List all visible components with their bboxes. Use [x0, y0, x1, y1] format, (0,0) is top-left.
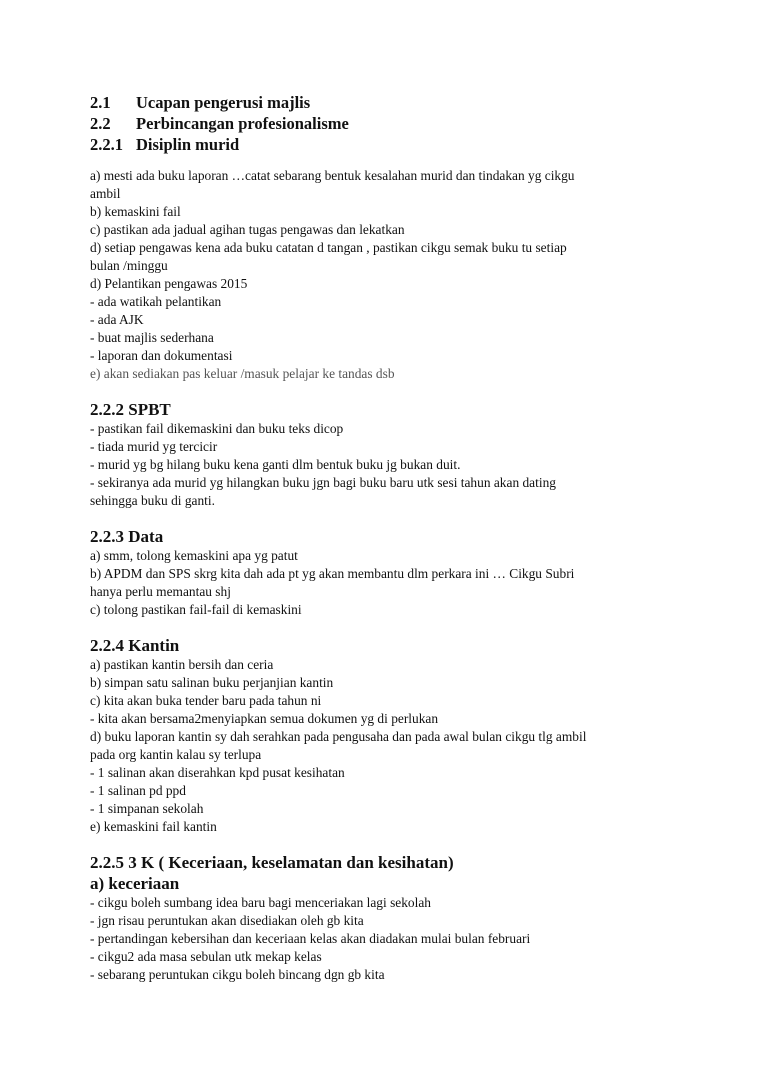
text-line: b) APDM dan SPS skrg kita dah ada pt yg akan membantu dlm perkara ini … Cikgu Subri [90, 566, 575, 581]
heading-number: 2.2.1 [90, 135, 123, 154]
heading-number: 2.2 [90, 114, 111, 133]
text-line: c) kita akan buka tender baru pada tahun ni [90, 693, 322, 708]
heading-spbt: 2.2.2 SPBT [90, 400, 171, 419]
text-line: - sebarang peruntukan cikgu boleh bincang dgn gb kita [90, 967, 385, 982]
text-line: d) Pelantikan pengawas 2015 [90, 276, 248, 291]
kantin-section [90, 656, 690, 836]
text-line: - jgn risau peruntukan akan disediakan oleh gb kita [90, 913, 364, 928]
document-content [90, 92, 690, 984]
data-section [90, 547, 690, 619]
text-line: - cikgu boleh sumbang idea baru bagi menceriakan lagi sekolah [90, 895, 431, 910]
text-line: a) mesti ada buku laporan …catat sebarang bentuk kesalahan murid dan tindakan yg cikgu [90, 168, 575, 183]
text-line: pada org kantin kalau sy terlupa [90, 747, 262, 762]
keceriaan-section [90, 894, 690, 984]
text-line: - murid yg bg hilang buku kena ganti dlm bentuk buku jg bukan duit. [90, 457, 461, 472]
text-line: - 1 salinan pd ppd [90, 783, 186, 798]
text-line: - sekiranya ada murid yg hilangkan buku jgn bagi buku baru utk sesi tahun akan dating [90, 475, 556, 490]
text-line: - pastikan fail dikemaskini dan buku teks dicop [90, 421, 344, 436]
text-line: e) akan sediakan pas keluar /masuk pelajar ke tandas dsb [90, 366, 395, 381]
disiplin-section [90, 167, 690, 383]
heading-2-1 [90, 92, 690, 113]
text-line: - buat majlis sederhana [90, 330, 214, 345]
text-line: - ada watikah pelantikan [90, 294, 222, 309]
text-line: c) tolong pastikan fail-fail di kemaskini [90, 602, 302, 617]
text-line: a) pastikan kantin bersih dan ceria [90, 657, 274, 672]
text-line: - cikgu2 ada masa sebulan utk mekap kelas [90, 949, 322, 964]
heading-3k: 2.2.5 3 K ( Keceriaan, keselamatan dan kesihatan) [90, 853, 454, 872]
text-line: - tiada murid yg tercicir [90, 439, 218, 454]
heading-text: Perbincangan profesionalisme [136, 114, 349, 133]
subheading-keceriaan: a) keceriaan [90, 874, 180, 893]
heading-text: Ucapan pengerusi majlis [136, 93, 311, 112]
text-line: - laporan dan dokumentasi [90, 348, 233, 363]
text-line: d) buku laporan kantin sy dah serahkan pada pengusaha dan pada awal bulan cikgu tlg ambil [90, 729, 587, 744]
text-line: sehingga buku di ganti. [90, 493, 215, 508]
text-line: - ada AJK [90, 312, 144, 327]
text-line: b) kemaskini fail [90, 204, 181, 219]
text-line: hanya perlu memantau shj [90, 584, 231, 599]
text-line: d) setiap pengawas kena ada buku catatan d tangan , pastikan cikgu semak buku tu setiap [90, 240, 567, 255]
heading-2-2 [90, 113, 690, 134]
heading-text: Disiplin murid [136, 135, 240, 154]
text-line: - pertandingan kebersihan dan keceriaan kelas akan diadakan mulai bulan februari [90, 931, 531, 946]
heading-data: 2.2.3 Data [90, 527, 164, 546]
text-line: - kita akan bersama2menyiapkan semua dokumen yg di perlukan [90, 711, 439, 726]
text-line: - 1 simpanan sekolah [90, 801, 204, 816]
text-line: - 1 salinan akan diserahkan kpd pusat kesihatan [90, 765, 345, 780]
text-line: bulan /minggu [90, 258, 168, 273]
heading-kantin: 2.2.4 Kantin [90, 636, 180, 655]
text-line: b) simpan satu salinan buku perjanjian kantin [90, 675, 334, 690]
text-line: c) pastikan ada jadual agihan tugas pengawas dan lekatkan [90, 222, 405, 237]
text-line: e) kemaskini fail kantin [90, 819, 217, 834]
text-line: a) smm, tolong kemaskini apa yg patut [90, 548, 298, 563]
spbt-section [90, 420, 690, 510]
heading-2-2-1 [90, 134, 690, 155]
text-line: ambil [90, 186, 121, 201]
heading-number: 2.1 [90, 93, 111, 112]
